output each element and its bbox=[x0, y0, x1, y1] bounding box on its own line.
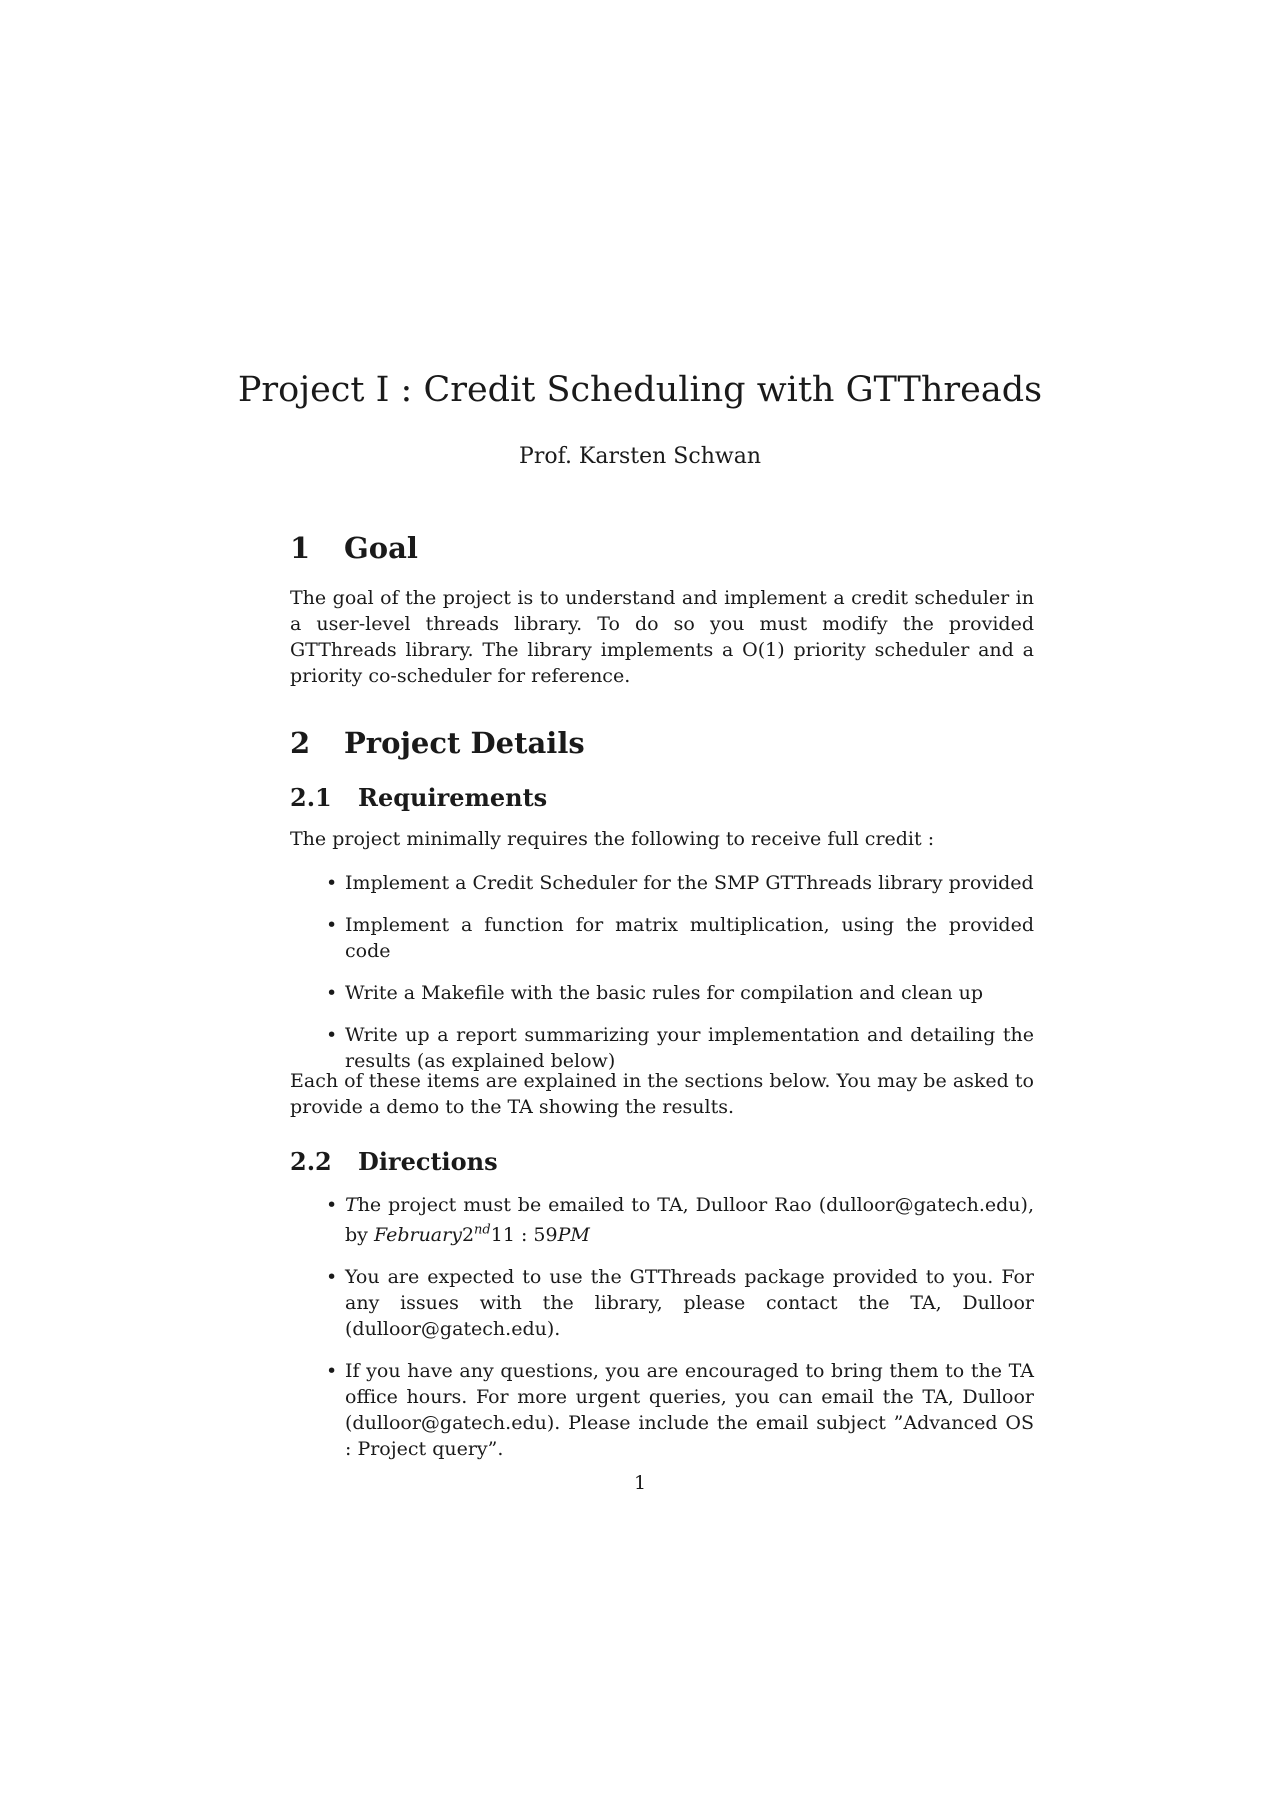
list-item-text: Write a Makefile with the basic rules for compilation and clean up bbox=[345, 982, 984, 1004]
requirements-outro: Each of these items are explained in the sections below. You may be asked to provide a demo to the TA showing the results. bbox=[290, 1070, 1034, 1118]
goal-paragraph: The goal of the project is to understand and implement a credit scheduler in a user-level threads library. To do so you must modify the provided GTThreads library. The library implements a O(1) priority scheduler and a priority co-scheduler for reference. bbox=[290, 587, 1034, 687]
document-author: Prof. Karsten Schwan bbox=[519, 444, 761, 469]
bullet-icon: • bbox=[326, 1024, 338, 1046]
deadline-month: February bbox=[373, 1224, 462, 1247]
list-item bbox=[290, 912, 1034, 964]
subsection-number: 2.1 bbox=[290, 783, 332, 812]
list-item-text bbox=[345, 1194, 1034, 1246]
deadline-ampm: PM bbox=[557, 1224, 590, 1247]
list-item-text: You are expected to use the GTThreads package provided to you. For any issues with the library, please contact the TA, Dulloor (dulloor@gatech.edu). bbox=[345, 1266, 1034, 1341]
deadline-day: 2 bbox=[461, 1224, 475, 1247]
list-item-text: If you have any questions, you are encouraged to bring them to the TA office hours. For more urgent queries, you can email the TA, Dulloor (dulloor@gatech.edu). Please include the email subject ”Advanced OS : Project query”. bbox=[345, 1360, 1034, 1461]
subsection-title: Requirements bbox=[358, 783, 548, 812]
deadline-time: 11 : 59 bbox=[490, 1224, 558, 1247]
subsection-requirements-heading bbox=[290, 783, 547, 813]
italic-letter: T bbox=[345, 1194, 358, 1216]
deadline-text: he project must be emailed to TA, Dulloor Rao (dulloor@gatech.edu), by bbox=[345, 1194, 1034, 1247]
subsection-directions-heading bbox=[290, 1147, 498, 1177]
page-number: 1 bbox=[633, 1472, 647, 1494]
deadline-day-suffix: nd bbox=[474, 1223, 491, 1238]
bullet-icon: • bbox=[326, 1266, 338, 1289]
bullet-icon: • bbox=[326, 982, 338, 1004]
bullet-icon: • bbox=[326, 914, 338, 936]
bullet-icon: • bbox=[326, 872, 338, 894]
list-item bbox=[290, 1022, 1034, 1074]
list-item-text: Implement a Credit Scheduler for the SMP GTThreads library provided bbox=[345, 872, 1034, 894]
subsection-title: Directions bbox=[358, 1147, 498, 1176]
list-item-text: Write up a report summarizing your implementation and detailing the results (as explained below) bbox=[345, 1024, 1034, 1072]
requirements-list bbox=[290, 870, 1034, 1074]
bullet-icon: • bbox=[326, 1194, 338, 1216]
document-title: Project I : Credit Scheduling with GTThreads bbox=[237, 370, 1043, 410]
list-item bbox=[290, 870, 1034, 896]
subsection-number: 2.2 bbox=[290, 1147, 332, 1176]
list-item bbox=[290, 1192, 1034, 1248]
section-title: Project Details bbox=[344, 726, 585, 760]
section-goal-heading bbox=[290, 530, 418, 566]
directions-list bbox=[290, 1192, 1034, 1462]
section-number: 2 bbox=[290, 726, 311, 760]
section-number: 1 bbox=[290, 531, 311, 565]
section-details-heading bbox=[290, 725, 585, 761]
bullet-icon: • bbox=[326, 1360, 338, 1383]
requirements-intro: The project minimally requires the following to receive full credit : bbox=[290, 828, 935, 850]
section-title: Goal bbox=[344, 531, 418, 565]
list-item bbox=[290, 1358, 1034, 1462]
list-item bbox=[290, 1264, 1034, 1342]
list-item bbox=[290, 980, 1034, 1006]
list-item-text: Implement a function for matrix multiplication, using the provided code bbox=[345, 914, 1034, 962]
